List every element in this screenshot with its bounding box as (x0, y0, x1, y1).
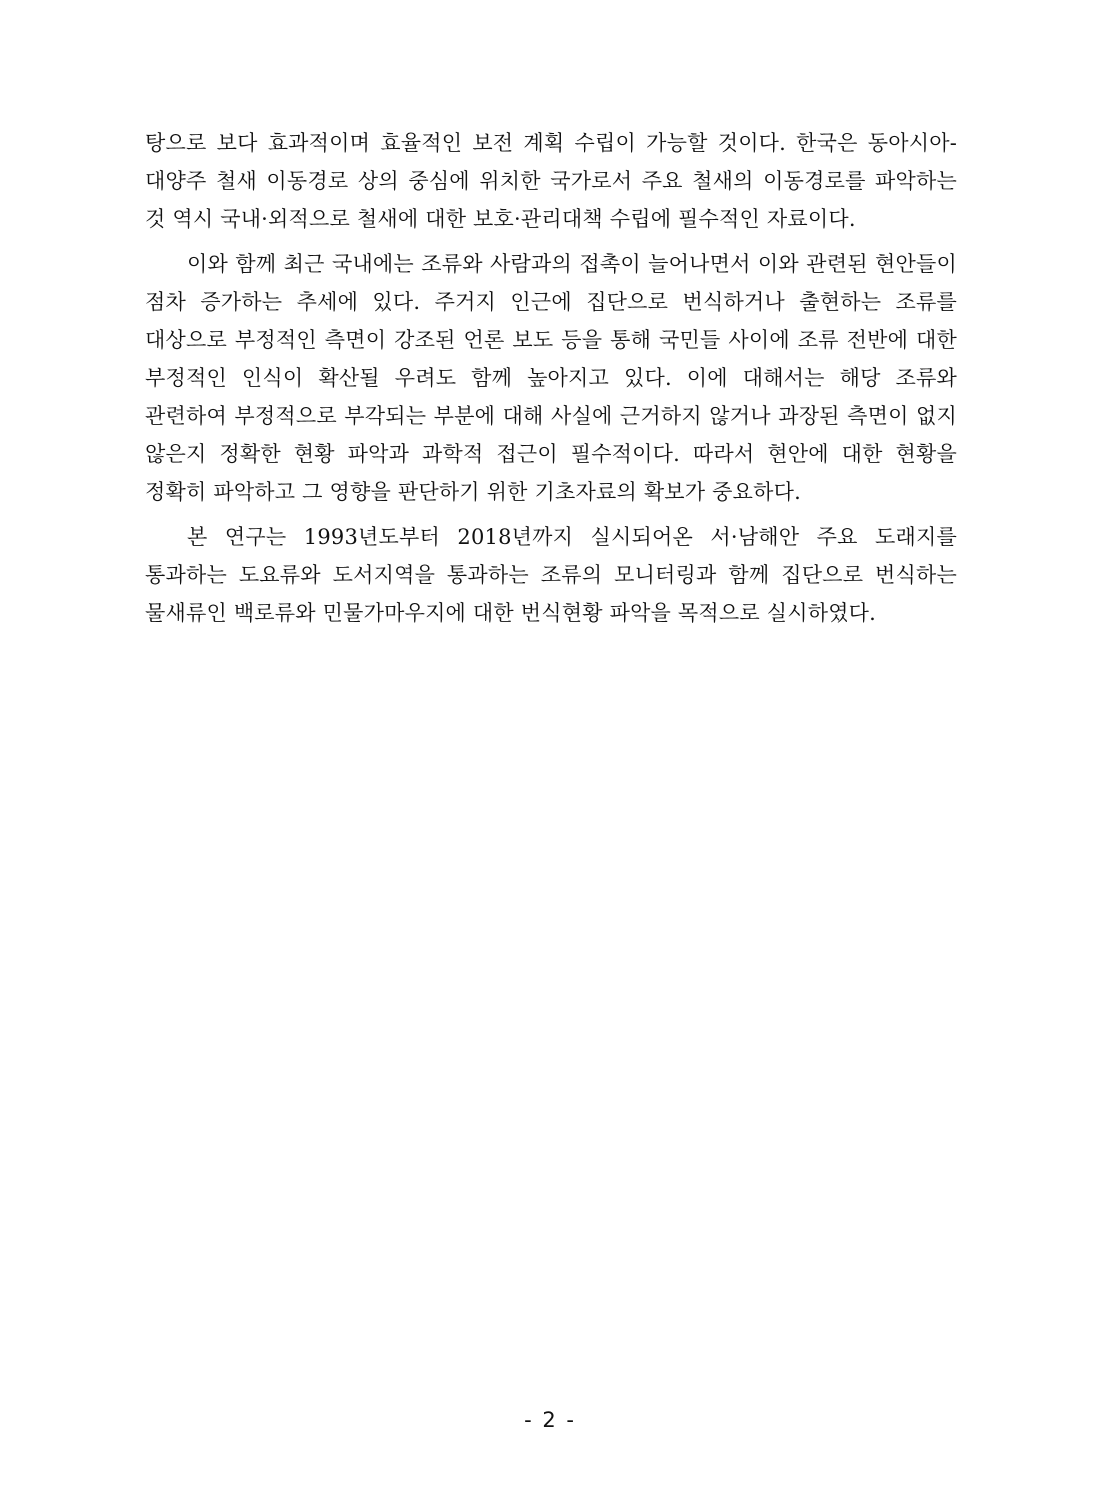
body-text (145, 124, 957, 632)
paragraph-1: 탕으로 보다 효과적이며 효율적인 보전 계획 수립이 가능할 것이다. 한국은 동아시아-대양주 철새 이동경로 상의 중심에 위치한 국가로서 주요 철새의 이동경로를 파악하는 것 역시 국내·외적으로 철새에 대한 보호·관리대책 수립에 필수적인 자료이다. (145, 131, 957, 231)
page-number: - 2 - (524, 1408, 576, 1432)
paragraph-2: 이와 함께 최근 국내에는 조류와 사람과의 접촉이 늘어나면서 이와 관련된 현안들이 점차 증가하는 추세에 있다. 주거지 인근에 집단으로 번식하거나 출현하는 조류를 대상으로 부정적인 측면이 강조된 언론 보도 등을 통해 국민들 사이에 조류 전반에 대한 부정적인 인식이 확산될 우려도 함께 높아지고 있다. 이에 대해서는 해당 조류와 관련하여 부정적으로 부각되는 부분에 대해 사실에 근거하지 않거나 과장된 측면이 없지 않은지 정확한 현황 파악과 과학적 접근이 필수적이다. 따라서 현안에 대한 현황을 정확히 파악하고 그 영향을 판단하기 위한 기초자료의 확보가 중요하다. (145, 252, 957, 504)
paragraph-3: 본 연구는 1993년도부터 2018년까지 실시되어온 서·남해안 주요 도래지를 통과하는 도요류와 도서지역을 통과하는 조류의 모니터링과 함께 집단으로 번식하는 물새류인 백로류와 민물가마우지에 대한 번식현황 파악을 목적으로 실시하였다. (145, 525, 957, 625)
